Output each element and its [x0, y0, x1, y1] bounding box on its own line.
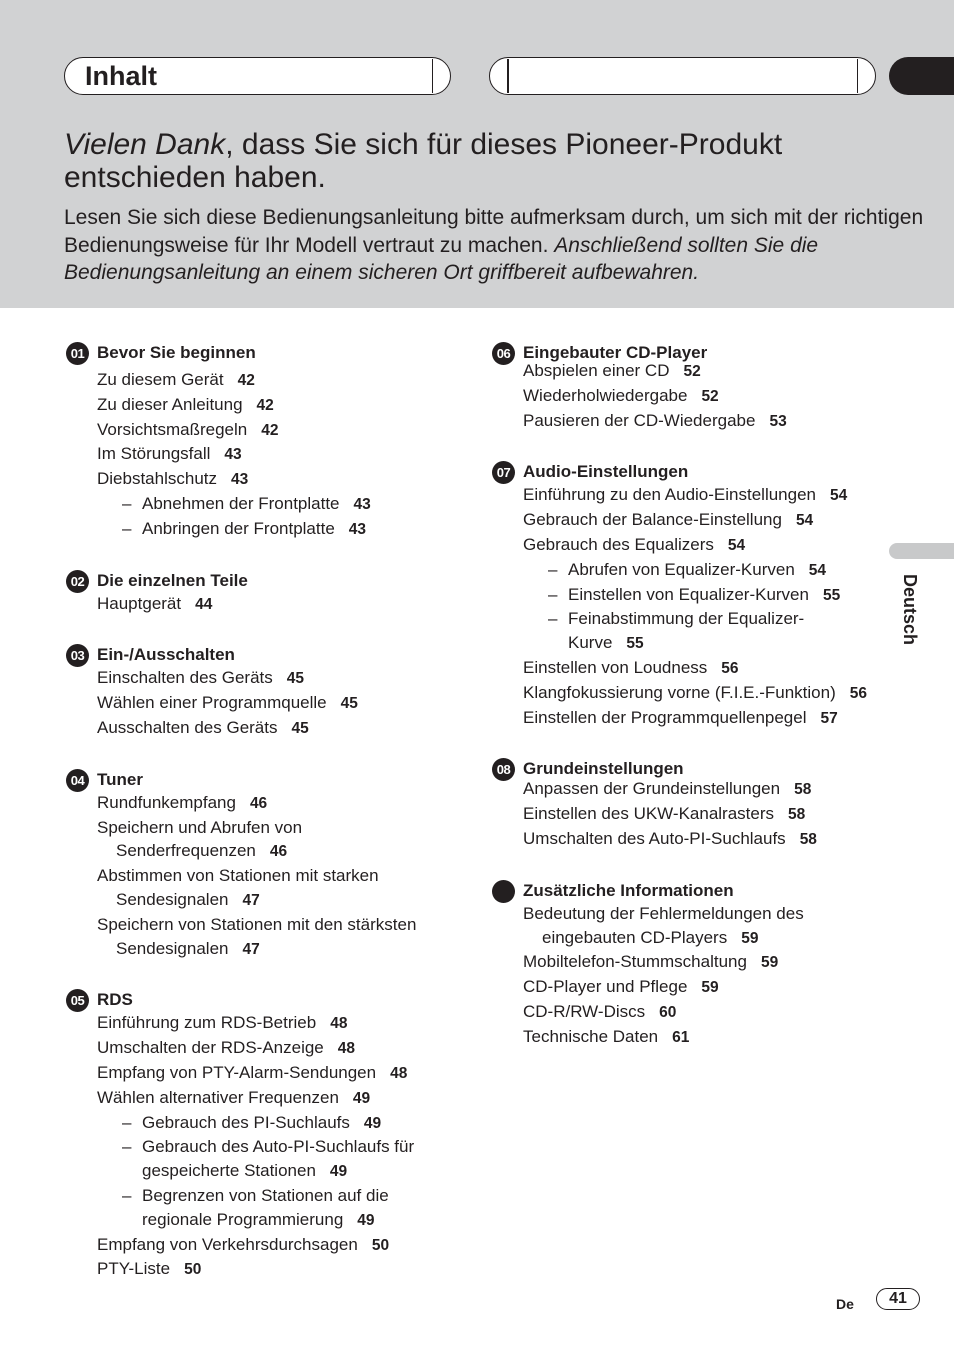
chapter-title: Bevor Sie beginnen: [97, 343, 256, 362]
toc-entry[interactable]: Speichern von Stationen mit den stärksten: [97, 914, 417, 934]
page-headline: [64, 128, 924, 194]
intro-paragraph: [64, 204, 924, 287]
toc-subentry[interactable]: – Abrufen von Equalizer-Kurven 54: [548, 559, 827, 579]
chapter-marker-tab: [889, 57, 954, 95]
chapter-title: Tuner: [97, 769, 143, 789]
toc-entry[interactable]: Umschalten der RDS-Anzeige 48: [97, 1038, 356, 1058]
toc-entry[interactable]: Bedeutung der Fehlermeldungen des: [523, 903, 804, 923]
page-number: 41: [876, 1288, 920, 1310]
language-tab: [889, 543, 954, 559]
chapter-badge: [492, 880, 515, 903]
toc-entry[interactable]: Wählen einer Programmquelle 45: [97, 693, 358, 713]
chapter-badge: 03: [66, 644, 89, 667]
chapter-title: Zusätzliche Informationen: [523, 880, 734, 900]
toc-entry[interactable]: Ausschalten des Geräts 45: [97, 717, 309, 737]
toc-entry[interactable]: Rundfunkempfang 46: [97, 792, 268, 812]
toc-entry-continued[interactable]: Sendesignalen 47: [116, 938, 260, 958]
section-tab: [64, 57, 451, 95]
toc-entry[interactable]: PTY-Liste 50: [97, 1259, 202, 1279]
toc-subentry[interactable]: – Einstellen von Equalizer-Kurven 55: [548, 584, 841, 604]
tab-notch-left: [507, 59, 509, 93]
toc-entry-continued[interactable]: Sendesignalen 47: [116, 889, 260, 909]
toc-entry[interactable]: Mobiltelefon-Stummschaltung 59: [523, 952, 779, 972]
intro-italic: Anschließend sollten Sie die Bedienungsanleitung an einem sicheren Ort griffbereit aufbewahren.: [64, 233, 819, 284]
toc-entry[interactable]: Klangfokussierung vorne (F.I.E.-Funktion) 56: [523, 682, 868, 702]
toc-entry[interactable]: Im Störungsfall 43: [97, 444, 242, 464]
toc-section-05: [64, 985, 464, 1282]
tab-notch: [432, 59, 434, 93]
toc-entry[interactable]: Empfang von PTY-Alarm-Sendungen 48: [97, 1062, 408, 1082]
toc-subentry-continued[interactable]: regionale Programmierung 49: [142, 1209, 375, 1229]
chapter-title: Ein-/Ausschalten: [97, 645, 235, 665]
toc-subentry[interactable]: – Gebrauch des Auto-PI-Suchlaufs für: [122, 1137, 415, 1157]
language-label: Deutsch: [900, 574, 920, 646]
chapter-title: RDS: [97, 990, 133, 1010]
toc-section-appendix: [490, 876, 890, 1050]
toc-entry[interactable]: Vorsichtsmaßregeln 42: [97, 419, 279, 439]
toc-entry[interactable]: Gebrauch des Equalizers 54: [523, 534, 746, 554]
toc-entry[interactable]: Technische Daten 61: [523, 1026, 690, 1046]
toc-section-03: [64, 640, 464, 740]
headline-rest: , dass Sie sich für dieses Pioneer-Produkt entschieden haben.: [64, 128, 783, 194]
toc-entry[interactable]: Wählen alternativer Frequenzen 49: [97, 1087, 371, 1107]
toc-entry[interactable]: CD-Player und Pflege 59: [523, 977, 719, 997]
toc-right-column: [490, 338, 890, 1074]
toc-entry[interactable]: Diebstahlschutz 43: [97, 469, 249, 489]
intro-normal: Lesen Sie sich diese Bedienungsanleitung bitte aufmerksam durch, um sich mit der richtigen Bedienungsweise für Ihr Modell vertraut zu machen.: [64, 206, 924, 257]
toc-entry[interactable]: Abstimmen von Stationen mit starken: [97, 866, 379, 886]
chapter-badge: 08: [492, 758, 515, 781]
toc-entry[interactable]: Pausieren der CD-Wiedergabe 53: [523, 410, 787, 430]
headline-italic: Vielen Dank: [64, 128, 226, 161]
toc-entry[interactable]: Einstellen von Loudness 56: [523, 657, 739, 677]
toc-entry[interactable]: Zu diesem Gerät 42: [97, 370, 255, 389]
empty-tab: [489, 57, 876, 95]
toc-entry[interactable]: Einschalten des Geräts 45: [97, 668, 305, 688]
toc-entry[interactable]: Einführung zum RDS-Betrieb 48: [97, 1013, 348, 1033]
toc-entry-continued[interactable]: eingebauten CD-Players 59: [542, 927, 759, 947]
chapter-badge: 01: [66, 342, 89, 365]
chapter-title: Audio-Einstellungen: [523, 462, 689, 482]
chapter-badge: 04: [66, 769, 89, 792]
toc-entry[interactable]: Anpassen der Grundeinstellungen 58: [523, 779, 812, 799]
toc-section-06: [490, 338, 890, 433]
toc-subentry[interactable]: – Begrenzen von Stationen auf die: [122, 1185, 389, 1205]
toc-entry[interactable]: Umschalten des Auto-PI-Suchlaufs 58: [523, 828, 817, 848]
toc-entry[interactable]: Hauptgerät 44: [97, 593, 213, 613]
section-title: Inhalt: [85, 61, 157, 91]
chapter-badge: 06: [492, 342, 515, 365]
toc-entry[interactable]: Einführung zu den Audio-Einstellungen 54: [523, 485, 848, 505]
toc-subentry[interactable]: – Gebrauch des PI-Suchlaufs 49: [122, 1112, 382, 1132]
toc-subentry-continued[interactable]: gespeicherte Stationen 49: [142, 1161, 348, 1181]
toc-entry[interactable]: Einstellen der Programmquellenpegel 57: [523, 707, 838, 727]
toc-entry[interactable]: Einstellen des UKW-Kanalrasters 58: [523, 804, 806, 824]
chapter-badge: 07: [492, 461, 515, 484]
tab-notch-right: [857, 59, 859, 93]
toc-section-07: [490, 457, 890, 730]
chapter-badge: 05: [66, 989, 89, 1012]
toc-entry[interactable]: Abspielen einer CD 52: [523, 361, 701, 380]
toc-entry[interactable]: Zu dieser Anleitung 42: [97, 394, 274, 414]
chapter-title: Eingebauter CD-Player: [523, 343, 708, 362]
toc-section-01: [64, 338, 464, 542]
toc-entry[interactable]: Speichern und Abrufen von: [97, 817, 303, 837]
toc-entry[interactable]: Gebrauch der Balance-Einstellung 54: [523, 510, 814, 530]
toc-entry[interactable]: Empfang von Verkehrsdurchsagen 50: [97, 1234, 390, 1254]
toc-left-column: [64, 338, 464, 1306]
toc-subentry[interactable]: – Anbringen der Frontplatte 43: [122, 518, 367, 538]
chapter-title: Die einzelnen Teile: [97, 570, 248, 590]
toc-entry-continued[interactable]: Senderfrequenzen 46: [116, 841, 288, 861]
toc-subentry[interactable]: – Abnehmen der Frontplatte 43: [122, 493, 371, 513]
chapter-badge: 02: [66, 570, 89, 593]
toc-section-08: [490, 754, 890, 851]
footer-language-code: De: [836, 1296, 854, 1312]
toc-entry[interactable]: CD-R/RW-Discs 60: [523, 1001, 677, 1021]
toc-entry[interactable]: Wiederholwiedergabe 52: [523, 385, 719, 405]
toc-section-04: [64, 765, 464, 962]
toc-subentry-continued[interactable]: Kurve 55: [568, 633, 644, 653]
toc-section-02: [64, 566, 464, 617]
toc-subentry[interactable]: – Feinabstimmung der Equalizer-: [548, 609, 805, 629]
chapter-title: Grundeinstellungen: [523, 759, 684, 779]
